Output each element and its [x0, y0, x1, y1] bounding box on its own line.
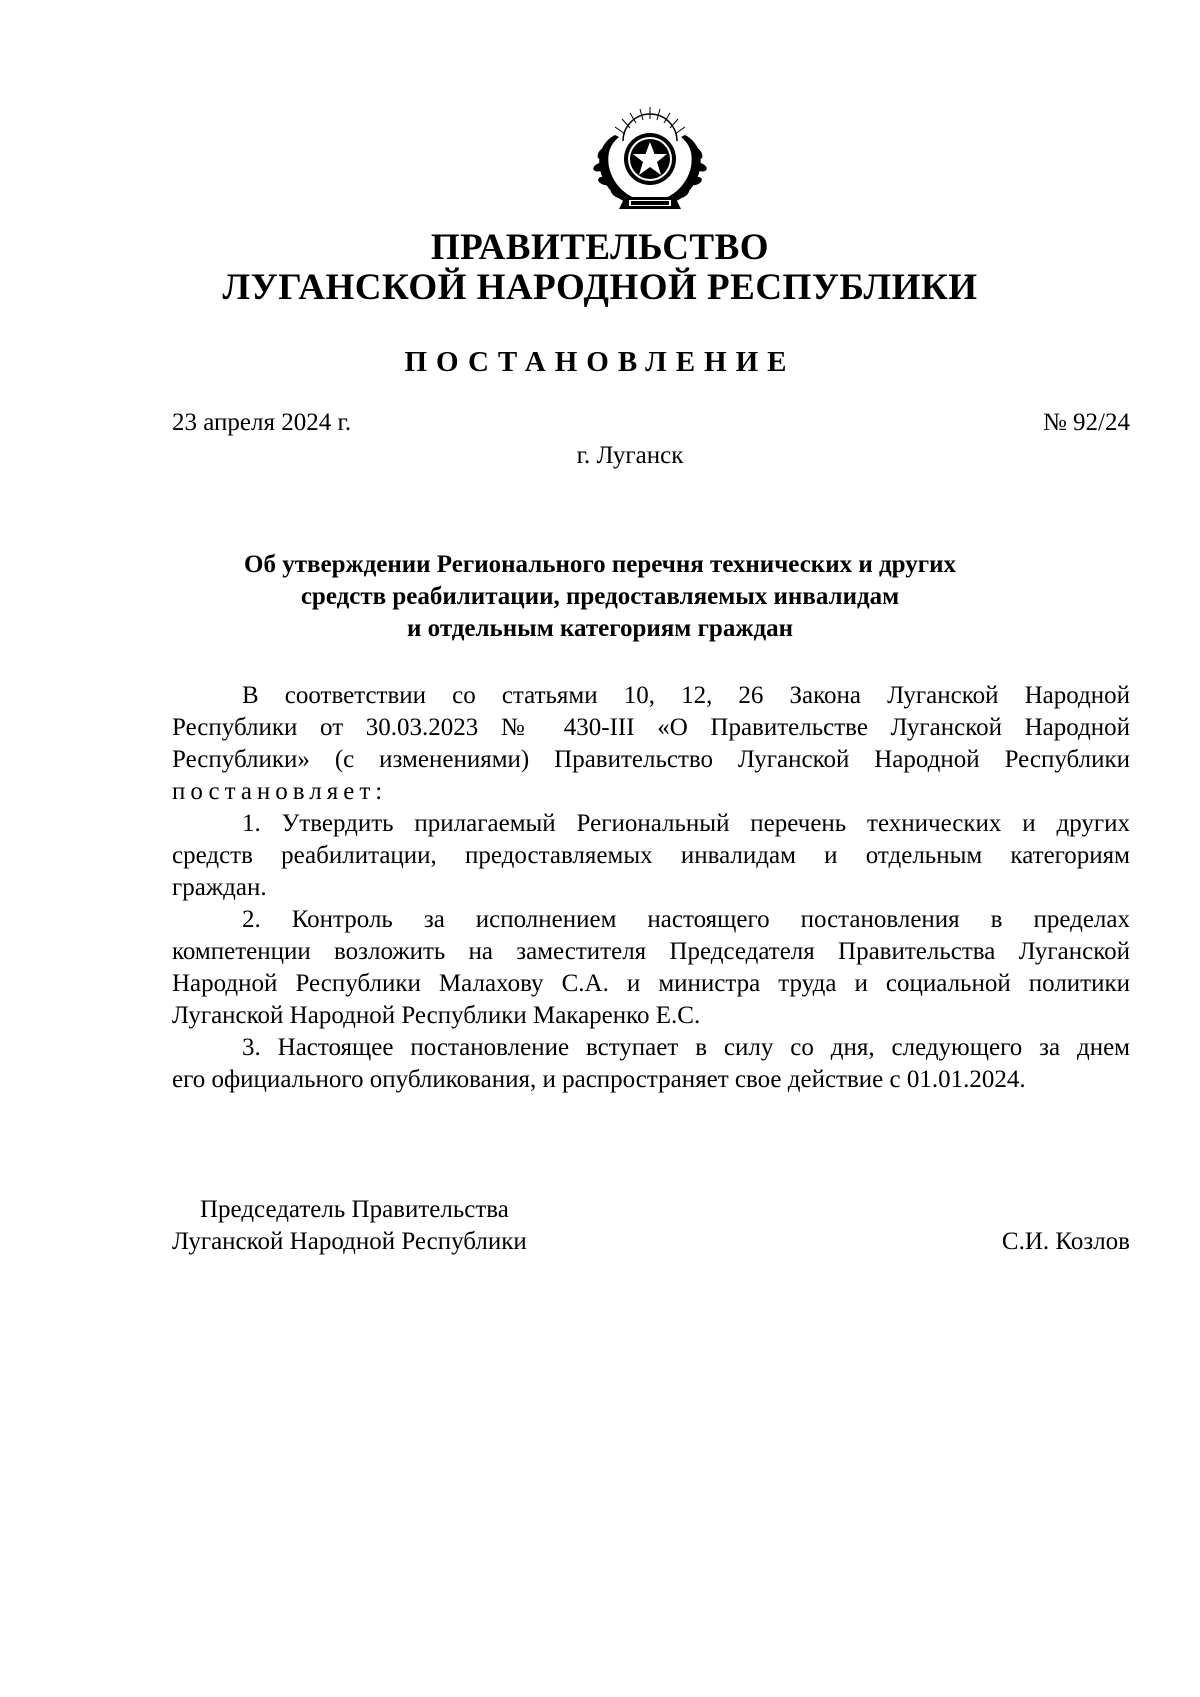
item2-line: Народной Республики Малахову С.А. и министра труда и социальной политики — [172, 970, 1130, 997]
item2-line: 2. Контроль за исполнением настоящего постановления в пределах — [242, 906, 1130, 933]
document-number: № 92/24 — [1042, 409, 1130, 436]
signatory-position-line1: Председатель Правительства — [200, 1196, 509, 1223]
resolves-word: постановляет: — [172, 778, 388, 805]
signatory-name: С.И. Козлов — [1001, 1228, 1130, 1255]
item3-line: его официального опубликования, и распространяет свое действие с 01.01.2024. — [172, 1066, 1026, 1093]
coat-of-arms-icon — [585, 105, 715, 217]
document-date: 23 апреля 2024 г. — [172, 409, 352, 436]
document-subject — [150, 549, 1050, 645]
item1-line: 1. Утвердить прилагаемый Региональный перечень технических и других — [242, 810, 1130, 837]
signatory-position-line2: Луганской Народной Республики — [172, 1228, 527, 1255]
document-type: ПОСТАНОВЛЕНИЕ — [404, 346, 796, 378]
subject-line: Об утверждении Регионального перечня технических и других — [244, 551, 956, 578]
subject-line: и отдельным категориям граждан — [407, 615, 793, 642]
item1-line: граждан. — [172, 874, 267, 901]
preamble-line: В соответствии со статьями 10, 12, 26 Закона Луганской Народной — [242, 682, 1130, 709]
item2-line: компетенции возложить на заместителя Председателя Правительства Луганской — [172, 938, 1130, 965]
preamble-line: Республики» (с изменениями) Правительство Луганской Народной Республики — [172, 746, 1130, 773]
preamble-line: Республики от 30.03.2023 № 430-III «О Правительстве Луганской Народной — [172, 714, 1130, 741]
document-city: г. Луганск — [576, 442, 684, 469]
government-title-line1: ПРАВИТЕЛЬСТВО — [430, 227, 770, 268]
item3-line: 3. Настоящее постановление вступает в силу со дня, следующего за днем — [242, 1034, 1130, 1061]
item1-line: средств реабилитации, предоставляемых инвалидам и отдельным категориям — [172, 842, 1130, 869]
government-title-line2: ЛУГАНСКОЙ НАРОДНОЙ РЕСПУБЛИКИ — [222, 267, 978, 308]
document-body — [172, 680, 1130, 1096]
subject-line: средств реабилитации, предоставляемых инвалидам — [300, 583, 900, 610]
item2-line: Луганской Народной Республики Макаренко Е.С. — [172, 1002, 701, 1029]
